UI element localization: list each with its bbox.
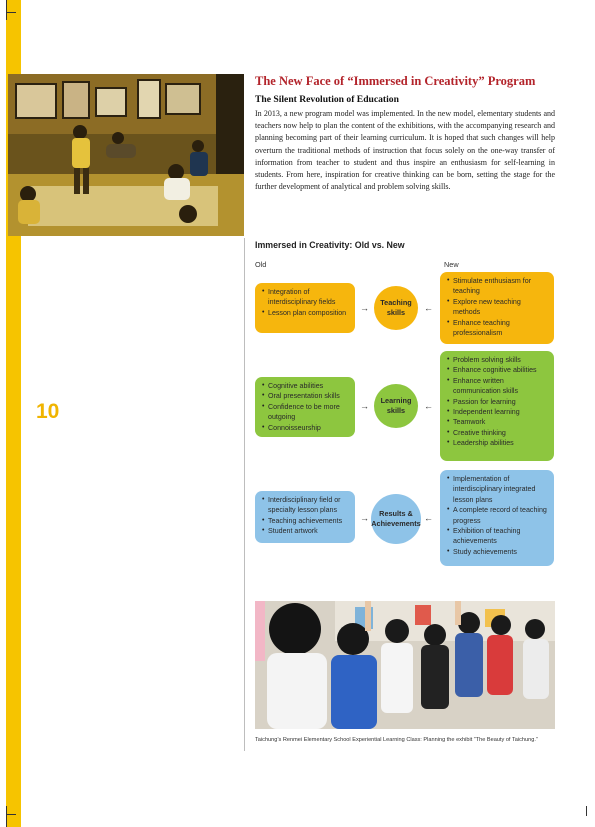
list-item: • Creative thinking <box>447 428 549 438</box>
list-item: • Leadership abilities <box>447 438 549 448</box>
list-item: • Oral presentation skills <box>262 391 350 401</box>
teaching-old-box <box>255 283 355 333</box>
photo-caption: Taichung’s Renmei Elementary School Experiential Learning Class: Planning the exhibit “The Beauty of Taichung.” <box>255 737 538 743</box>
results-new-box <box>440 470 554 566</box>
crop-mark <box>6 806 7 827</box>
list-item: • Enhance teaching professionalism <box>447 318 549 339</box>
list-item: • Implementation of interdisciplinary integrated lesson plans <box>447 474 549 505</box>
page-number: 10 <box>36 400 60 423</box>
list-item: • Stimulate enthusiasm for teaching <box>447 276 549 297</box>
article-subtitle: The Silent Revolution of Education <box>255 94 399 105</box>
list-item: • Integration of interdisciplinary fields <box>262 287 350 308</box>
learning-old-box <box>255 377 355 437</box>
arrow-left-icon: ← <box>424 513 433 523</box>
list-item: • Cognitive abilities <box>262 381 350 391</box>
results-old-box <box>255 491 355 543</box>
new-column-label: New <box>444 260 459 269</box>
list-item: • Exhibition of teaching achievements <box>447 526 549 547</box>
list-item: • Explore new teaching methods <box>447 297 549 318</box>
arrow-left-icon: ← <box>424 401 433 411</box>
students-photo <box>255 601 555 729</box>
crop-mark <box>6 12 16 13</box>
teaching-skills-node: Teaching skills <box>374 286 418 330</box>
column-divider <box>244 238 245 751</box>
teaching-new-box <box>440 272 554 344</box>
arrow-left-icon: ← <box>424 303 433 313</box>
diagram-title: Immersed in Creativity: Old vs. New <box>255 240 405 250</box>
arrow-right-icon: → <box>360 513 369 523</box>
arrow-right-icon: → <box>360 303 369 313</box>
list-item: • Passion for learning <box>447 397 549 407</box>
list-item: • Confidence to be more outgoing <box>262 402 350 423</box>
list-item: • Connoisseurship <box>262 423 350 433</box>
list-item: • Problem solving skills <box>447 355 549 365</box>
list-item: • Lesson plan composition <box>262 308 350 318</box>
old-column-label: Old <box>255 260 267 269</box>
list-item: • Independent learning <box>447 407 549 417</box>
list-item: • Student artwork <box>262 526 350 536</box>
list-item: • Teamwork <box>447 417 549 427</box>
crop-mark <box>6 0 7 20</box>
list-item: • Study achievements <box>447 547 549 557</box>
results-achievements-node: Results & Achievements <box>371 494 421 544</box>
list-item: • Enhance written communication skills <box>447 376 549 397</box>
article-body: In 2013, a new program model was implemented. In the new model, elementary students and teachers now help to plan the content of the exhibitions, with the accompanying research and planning becoming part of their learning curriculum. It is hoped that such changes will help overturn the traditional methods of instruction that focus solely on the one-way transfer of information from teacher to student and thus inspire an enthusiasm for self-learning in students. From here, inspiration for creative thinking can be born, setting the stage for the further development of analytical and problem solving skills. <box>255 109 555 192</box>
crop-mark <box>6 814 16 815</box>
list-item: • Interdisciplinary field or specialty lesson plans <box>262 495 350 516</box>
learning-new-box <box>440 351 554 461</box>
learning-skills-node: Learning skills <box>374 384 418 428</box>
crop-mark <box>586 806 587 816</box>
article-title: The New Face of “Immersed in Creativity” Program <box>255 74 536 88</box>
list-item: • Teaching achievements <box>262 516 350 526</box>
list-item: • A complete record of teaching progress <box>447 505 549 526</box>
list-item: • Enhance cognitive abilities <box>447 365 549 375</box>
arrow-right-icon: → <box>360 401 369 411</box>
classroom-photo <box>8 74 244 236</box>
